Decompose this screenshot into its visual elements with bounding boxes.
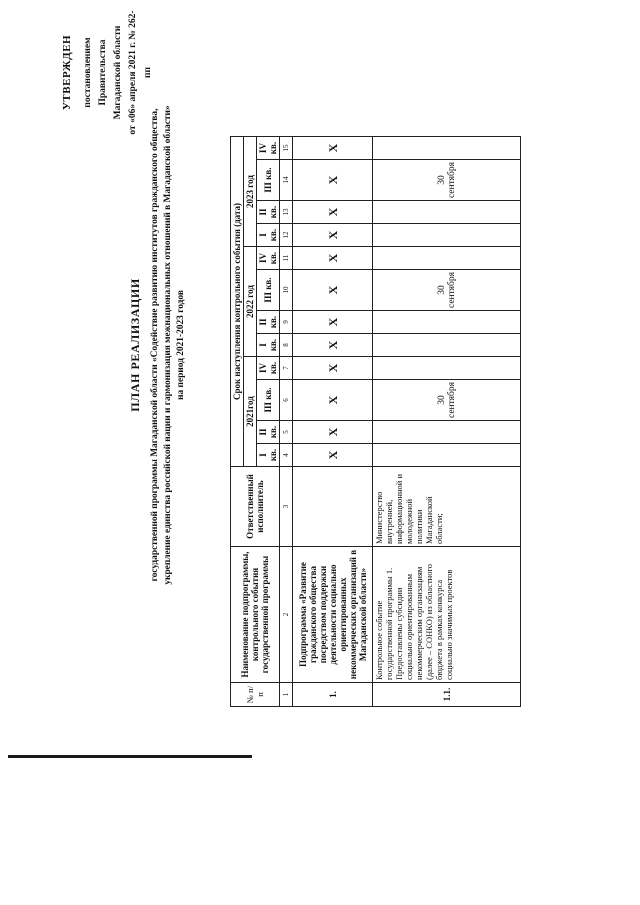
deadline-date: 30 сентября bbox=[373, 380, 521, 421]
title-line-2: укрепление единства российской нации и гармонизация межнациональных отношений в Магаданской области» bbox=[163, 105, 173, 585]
approval-stamp: УТВЕРЖДЕН bbox=[61, 34, 73, 111]
column-number: 13 bbox=[280, 201, 293, 224]
quarter-cell bbox=[373, 334, 521, 357]
header-year: 2021год bbox=[244, 357, 257, 467]
header-quarter: II кв. bbox=[257, 311, 280, 334]
header-quarter: I кв. bbox=[257, 444, 280, 467]
header-year: 2022 год bbox=[244, 247, 257, 357]
title-line-1: государственной программы Магаданской области «Содействие развитию институтов гражданского общества, bbox=[150, 108, 160, 582]
column-number: 6 bbox=[280, 380, 293, 421]
header-executor: Ответственный исполнитель bbox=[231, 467, 280, 547]
plan-table bbox=[230, 136, 521, 707]
row-number: 1. bbox=[293, 683, 373, 707]
quarter-mark: X bbox=[293, 357, 373, 380]
quarter-cell bbox=[373, 247, 521, 270]
table-row-subprogram bbox=[293, 137, 373, 707]
title-line-3: на период 2021-2023 годов bbox=[176, 290, 186, 400]
header-period: Срок наступления контрольного события (дата) bbox=[231, 137, 244, 467]
column-number: 11 bbox=[280, 247, 293, 270]
table-header-row bbox=[231, 137, 244, 707]
row-number: 1.1. bbox=[373, 683, 521, 707]
approval-line-3: от «06» апреля 2021 г. № 262-пп bbox=[128, 10, 153, 135]
column-number: 5 bbox=[280, 421, 293, 444]
document-title bbox=[128, 35, 188, 655]
quarter-cell bbox=[373, 357, 521, 380]
column-number: 4 bbox=[280, 444, 293, 467]
column-number: 8 bbox=[280, 334, 293, 357]
quarter-mark: X bbox=[293, 270, 373, 311]
column-number: 15 bbox=[280, 137, 293, 160]
quarter-mark: X bbox=[293, 444, 373, 467]
quarter-mark: X bbox=[293, 201, 373, 224]
quarter-cell bbox=[373, 311, 521, 334]
quarter-cell bbox=[373, 224, 521, 247]
table-row-control-event bbox=[373, 137, 521, 707]
quarter-mark: X bbox=[293, 421, 373, 444]
quarter-mark: X bbox=[293, 380, 373, 421]
title-main: ПЛАН РЕАЛИЗАЦИИ bbox=[128, 278, 142, 412]
quarter-cell bbox=[373, 137, 521, 160]
quarter-mark: X bbox=[293, 224, 373, 247]
column-number: 7 bbox=[280, 357, 293, 380]
quarter-mark: X bbox=[293, 160, 373, 201]
quarter-cell bbox=[373, 444, 521, 467]
quarter-mark: X bbox=[293, 334, 373, 357]
header-quarter: II кв. bbox=[257, 201, 280, 224]
header-quarter: IV кв. bbox=[257, 247, 280, 270]
deadline-date: 30 сентября bbox=[373, 160, 521, 201]
quarter-mark: X bbox=[293, 311, 373, 334]
quarter-cell bbox=[373, 201, 521, 224]
header-quarter: IV кв. bbox=[257, 137, 280, 160]
subprogram-name: Подпрограмма «Развитие гражданского общества посредством поддержки деятельности социально ориентированных некоммерческих организаций в Магаданской области» bbox=[293, 547, 373, 683]
header-quarter: I кв. bbox=[257, 334, 280, 357]
column-number: 12 bbox=[280, 224, 293, 247]
column-number: 3 bbox=[280, 467, 293, 547]
quarter-cell bbox=[373, 421, 521, 444]
header-quarter: III кв. bbox=[257, 270, 280, 311]
quarter-mark: X bbox=[293, 137, 373, 160]
header-num: № п/п bbox=[231, 683, 280, 707]
column-number: 14 bbox=[280, 160, 293, 201]
deadline-date: 30 сентября bbox=[373, 270, 521, 311]
column-number: 9 bbox=[280, 311, 293, 334]
column-number-row bbox=[280, 137, 293, 707]
header-quarter: II кв. bbox=[257, 421, 280, 444]
header-quarter: III кв. bbox=[257, 160, 280, 201]
header-quarter: IV кв. bbox=[257, 357, 280, 380]
control-event-executor: Министерство внутренней, информационной и молодежной политики Магаданской области; bbox=[373, 467, 521, 547]
empty-executor-cell bbox=[293, 467, 373, 547]
header-year: 2023 год bbox=[244, 137, 257, 247]
control-event-name: Контрольное событие государственной программы 1. Предоставлены субсидии социально ориентированным некоммерческим организациям (далее – СОНКО) из областного бюджета в рамках конкурса социально значимых проектов bbox=[373, 547, 521, 683]
header-quarter: I кв. bbox=[257, 224, 280, 247]
header-quarter: III кв. bbox=[257, 380, 280, 421]
header-name: Наименование подпрограммы, контрольного события государственной программы bbox=[231, 547, 280, 683]
approval-line-2: Магаданской области bbox=[113, 25, 123, 120]
quarter-mark: X bbox=[293, 247, 373, 270]
column-number: 1 bbox=[280, 683, 293, 707]
column-number: 2 bbox=[280, 547, 293, 683]
approval-line-1: постановлением Правительства bbox=[83, 37, 108, 108]
column-number: 10 bbox=[280, 270, 293, 311]
